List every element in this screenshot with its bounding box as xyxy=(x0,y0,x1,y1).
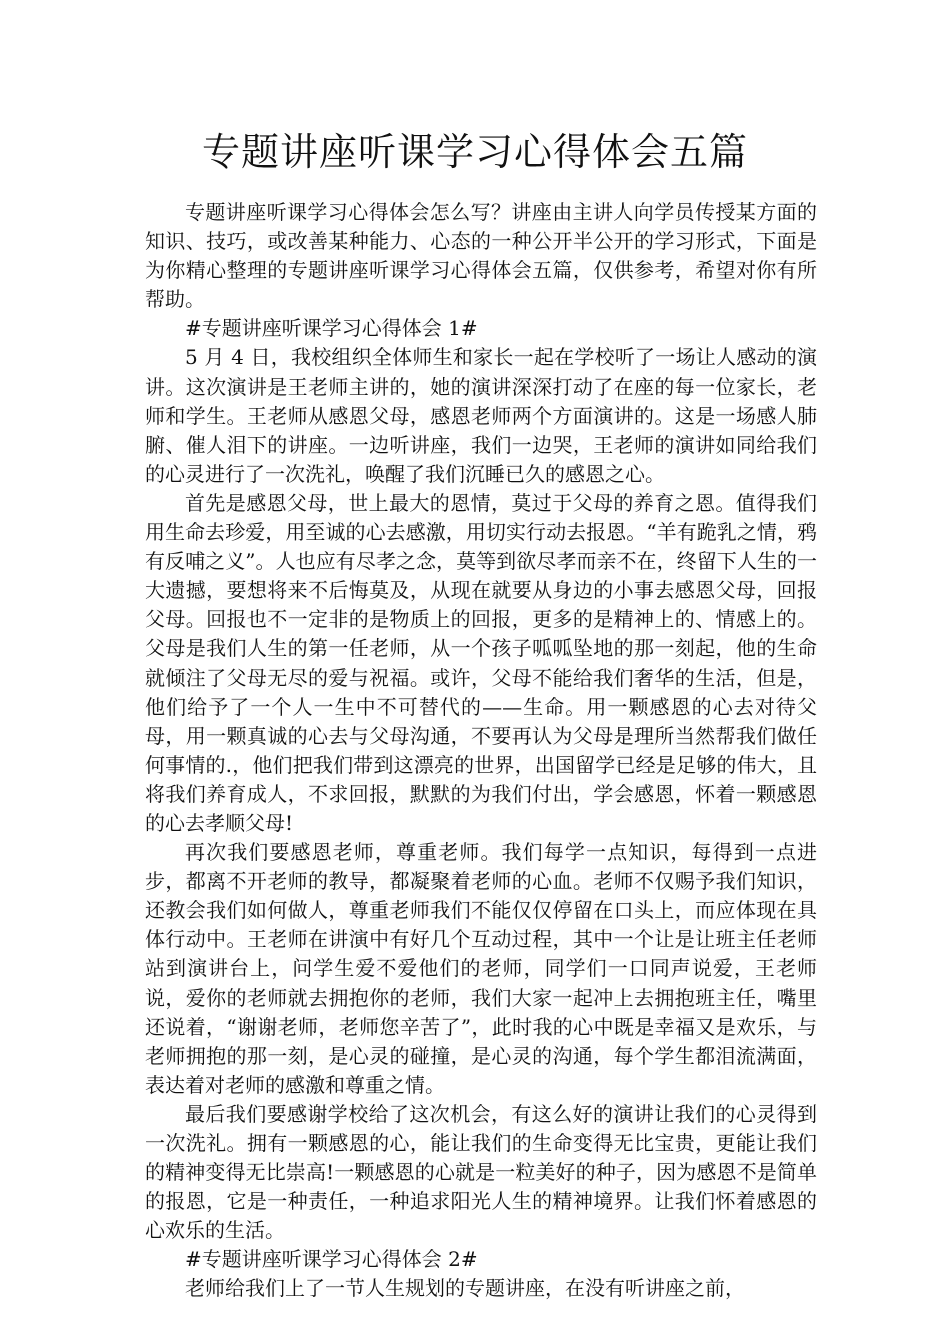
paragraph-1: 5 月 4 日，我校组织全体师生和家长一起在学校听了一场让人感动的演讲。这次演讲是王老师主讲的，她的演讲深深打动了在座的每一位家长，老师和学生。王老师从感恩父母，感恩老师两个方面演讲的。这是一场感人肺腑、催人泪下的讲座。一边听讲座，我们一边哭，王老师的演讲如同给我们的心灵进行了一次洗礼，唤醒了我们沉睡已久的感恩之心。 xyxy=(145,345,817,486)
intro-paragraph: 专题讲座听课学习心得体会怎么写？讲座由主讲人向学员传授某方面的知识、技巧，或改善某种能力、心态的一种公开半公开的学习形式，下面是为你精心整理的专题讲座听课学习心得体会五篇，仅供参考，希望对你有所帮助。 xyxy=(145,200,817,312)
paragraph-4: 最后我们要感谢学校给了这次机会，有这么好的演讲让我们的心灵得到一次洗礼。拥有一颗感恩的心，能让我们的生命变得无比宝贵，更能让我们的精神变得无比崇高!一颗感恩的心就是一粒美好的种子，因为感恩不是简单的报恩，它是一种责任，一种追求阳光人生的精神境界。让我们怀着感恩的心欢乐的生活。 xyxy=(145,1101,817,1243)
paragraph-3: 再次我们要感恩老师，尊重老师。我们每学一点知识，每得到一点进步，都离不开老师的教导，都凝聚着老师的心血。老师不仅赐予我们知识，还教会我们如何做人，尊重老师我们不能仅仅停留在口头上，而应体现在具体行动中。王老师在讲演中有好几个互动过程，其中一个让是让班主任老师站到演讲台上，问学生爱不爱他们的老师，同学们一口同声说爱，王老师说，爱你的老师就去拥抱你的老师，我们大家一起冲上去拥抱班主任，嘴里还说着，“谢谢老师，老师您辛苦了”，此时我的心中既是幸福又是欢乐，与老师拥抱的那一刻，是心灵的碰撞，是心灵的沟通，每个学生都泪流满面，表达着对老师的感激和尊重之情。 xyxy=(145,840,817,1097)
document-title: 专题讲座听课学习心得体会五篇 xyxy=(201,130,748,174)
paragraph-2: 首先是感恩父母，世上最大的恩情，莫过于父母的养育之恩。值得我们用生命去珍爱，用至诚的心去感激，用切实行动去报恩。“羊有跪乳之情，鸦有反哺之义”。人也应有尽孝之念，莫等到欲尽孝而亲不在，终留下人生的一大遗撼，要想将来不后悔莫及，从现在就要从身边的小事去感恩父母，回报父母。回报也不一定非的是物质上的回报，更多的是精神上的、情感上的。父母是我们人生的第一任老师，从一个孩子呱呱坠地的那一刻起，他的生命就倾注了父母无尽的爱与祝福。或许，父母不能给我们奢华的生活，但是，他们给予了一个人一生中不可替代的——生命。用一颗感恩的心去对待父母，用一颗真诚的心去与父母沟通，不要再认为父母是理所当然帮我们做任何事情的.，他们把我们带到这漂亮的世界，出国留学已经是足够的伟大，且将我们养育成人，不求回报，默默的为我们付出，学会感恩，怀着一颗感恩的心去孝顺父母! xyxy=(145,490,817,835)
paragraph-5: 老师给我们上了一节人生规划的专题讲座，在没有听讲座之前， xyxy=(185,1276,745,1301)
document-body xyxy=(145,198,817,1304)
section-heading-1: #专题讲座听课学习心得体会 1# xyxy=(185,316,478,341)
section-heading-2: #专题讲座听课学习心得体会 2# xyxy=(185,1247,478,1272)
